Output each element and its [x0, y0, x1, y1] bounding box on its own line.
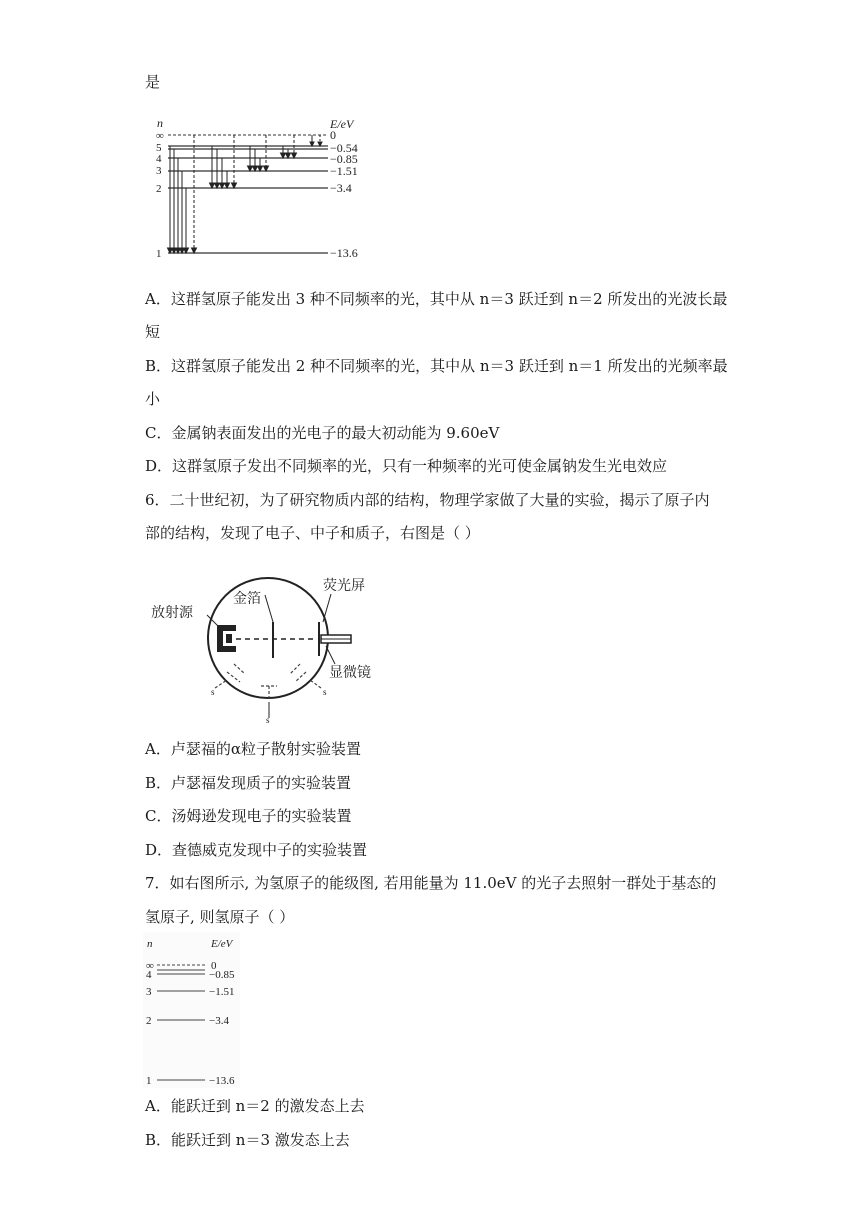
- level-label-n: 2: [146, 1015, 152, 1027]
- q5-option-a-cont: 短: [145, 323, 161, 341]
- energy-axis-label: E/eV: [330, 117, 354, 131]
- n-axis-label: n: [157, 116, 163, 130]
- level-label-n: ∞: [156, 130, 164, 142]
- label-gold-foil: 金箔: [233, 592, 261, 607]
- level-label-n: 3: [146, 986, 152, 998]
- energy-value: −13.6: [209, 1075, 235, 1087]
- q5-option-a: A．这群氢原子能发出 3 种不同频率的光，其中从 n＝3 跃迁到 n＝2 所发出的光波长最: [145, 290, 728, 308]
- label-microscope: 显微镜: [329, 666, 371, 681]
- q7-option-b: B．能跃迁到 n＝3 激发态上去: [145, 1131, 350, 1149]
- level-label-n: 4: [156, 153, 162, 165]
- q5-option-b-cont: 小: [145, 390, 161, 408]
- energy-value: 0: [330, 128, 336, 142]
- level-label-n: 1: [156, 248, 162, 260]
- scattering-apparatus-figure: [145, 570, 385, 725]
- q6-question-cont: 部的结构，发现了电子、中子和质子，右图是（ ）: [145, 524, 480, 542]
- energy-value: −0.85: [330, 152, 358, 166]
- alternate-detector-positions: [215, 664, 321, 700]
- continuation-text: 是: [145, 73, 161, 91]
- q7-question-cont: 氢原子, 则氢原子（ ）: [145, 908, 295, 926]
- q7-question: 7．如右图所示, 为氢原子的能级图, 若用能量为 11.0eV 的光子去照射一群处于基态的: [145, 874, 717, 892]
- q5-option-b: B．这群氢原子能发出 2 种不同频率的光，其中从 n＝3 跃迁到 n＝1 所发出的光频率最: [145, 357, 728, 375]
- q6-option-c: C．汤姆逊发现电子的实验装置: [145, 807, 352, 825]
- q6-option-d: D．查德威克发现中子的实验装置: [145, 841, 368, 859]
- level-label-n: 3: [156, 165, 162, 177]
- level-label-n: 4: [146, 969, 152, 981]
- energy-value: −3.4: [330, 181, 352, 195]
- transition-arrows: [168, 135, 323, 253]
- svg-text:s: s: [266, 715, 270, 725]
- energy-value: −0.54: [330, 141, 358, 155]
- energy-value: −13.6: [330, 246, 358, 260]
- q6-question: 6．二十世纪初，为了研究物质内部的结构，物理学家做了大量的实验，揭示了原子内: [145, 491, 710, 509]
- q5-option-c: C．金属钠表面发出的光电子的最大初动能为 9.60eV: [145, 424, 500, 442]
- label-fluorescent-screen: 荧光屏: [323, 579, 365, 594]
- level-label-n: 1: [146, 1075, 152, 1087]
- energy-level-diagram-q5: [150, 115, 380, 265]
- level-label-n: ∞: [146, 960, 154, 972]
- label-radiation-source: 放射源: [151, 606, 193, 621]
- level-label-n: 5: [156, 142, 162, 154]
- q6-option-b: B．卢瑟福发现质子的实验装置: [145, 774, 352, 792]
- q7-option-a: A．能跃迁到 n＝2 的激发态上去: [145, 1097, 365, 1115]
- energy-value: −0.85: [209, 969, 235, 981]
- energy-level-diagram-q7: [143, 932, 243, 1088]
- level-label-n: 2: [156, 183, 162, 195]
- svg-text:s: s: [211, 687, 215, 697]
- energy-value: −1.51: [330, 164, 358, 178]
- energy-value: −1.51: [209, 986, 235, 998]
- svg-text:s: s: [323, 687, 327, 697]
- energy-value: 0: [211, 960, 217, 972]
- energy-axis-label: E/eV: [211, 938, 233, 950]
- energy-value: −3.4: [209, 1015, 229, 1027]
- n-axis-label: n: [147, 938, 153, 950]
- q5-option-d: D．这群氢原子发出不同频率的光，只有一种频率的光可使金属钠发生光电效应: [145, 457, 668, 475]
- q6-option-a: A．卢瑟福的α粒子散射实验装置: [145, 740, 361, 758]
